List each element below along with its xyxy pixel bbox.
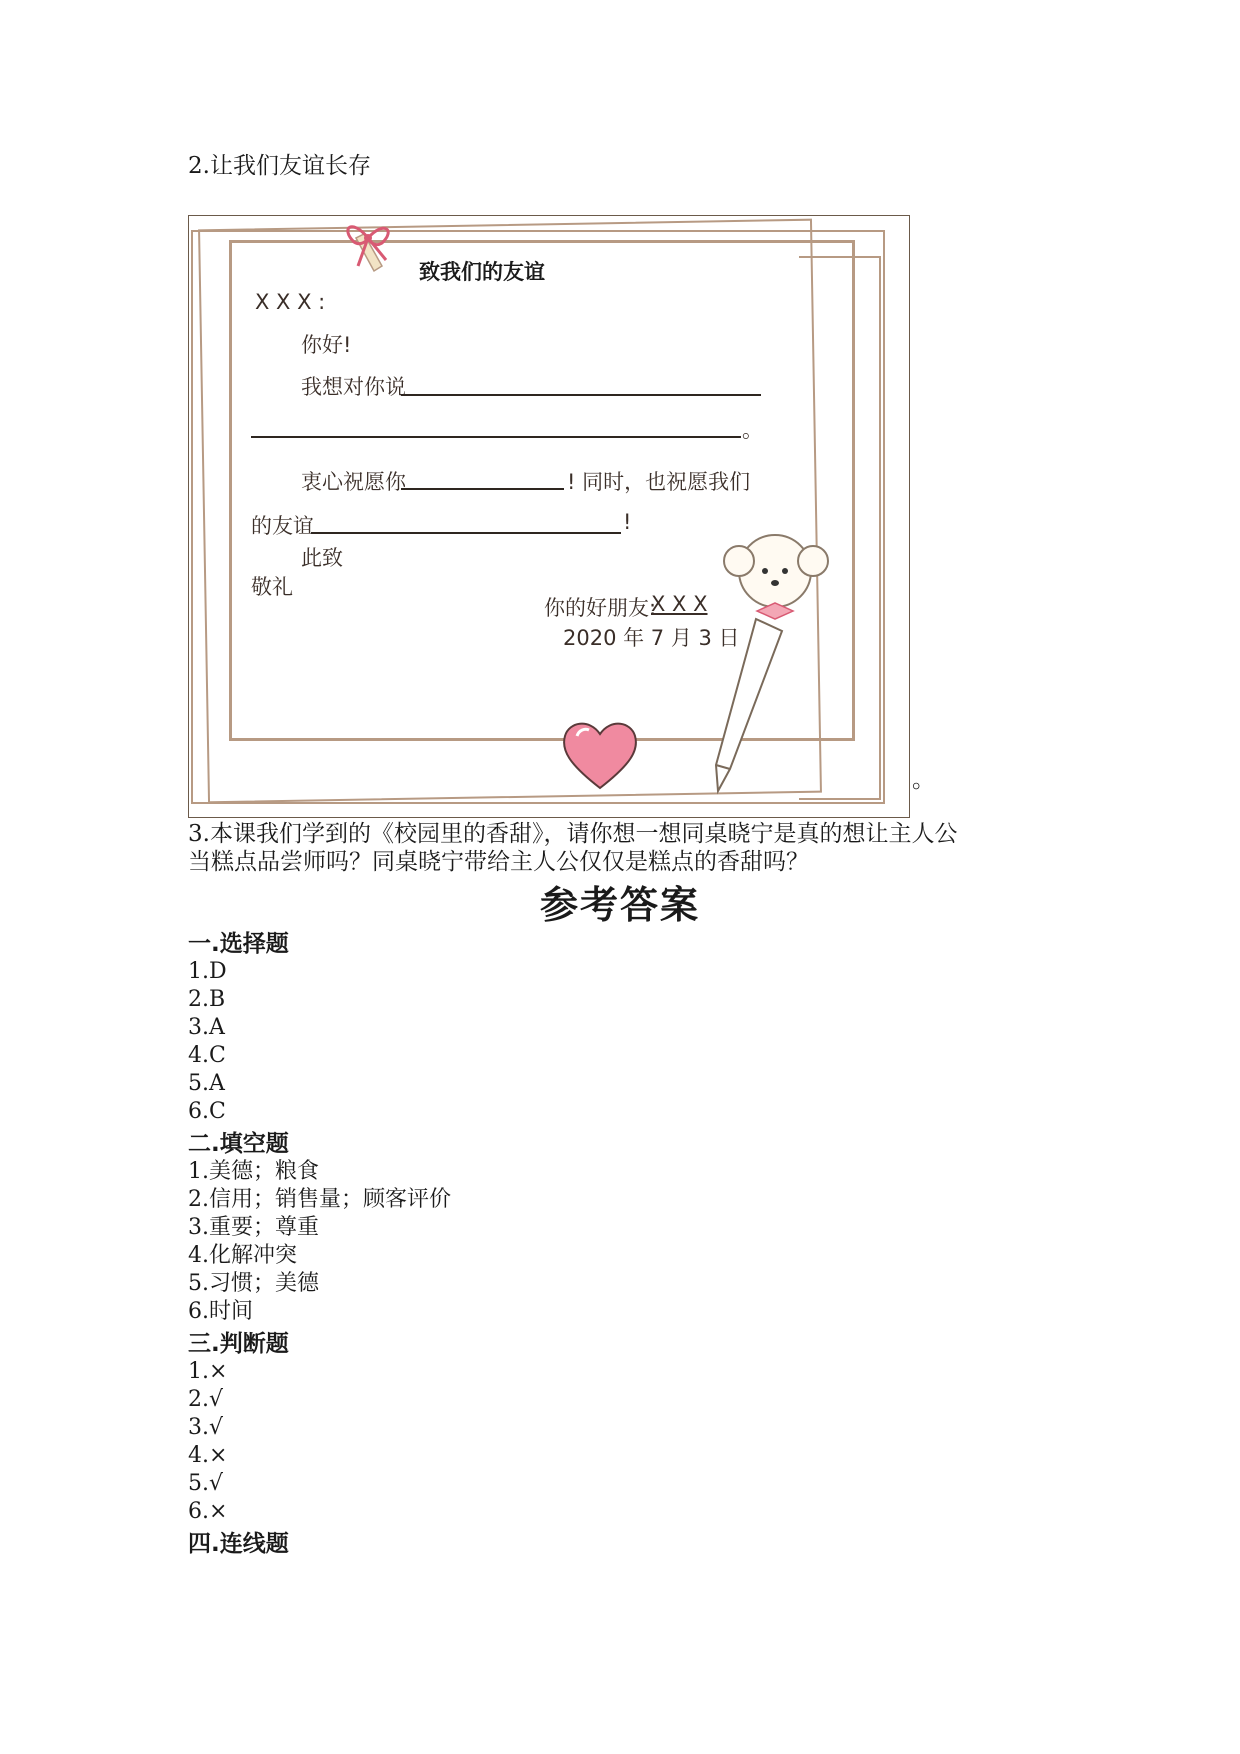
letter-signature-label: 你的好朋友: xyxy=(544,596,657,620)
letter-title: 致我们的友谊 xyxy=(419,260,545,284)
section-heading: 二.填空题 xyxy=(188,1131,289,1157)
answer-item: 3.√ xyxy=(188,1415,224,1440)
letter-line4-end: ! xyxy=(623,510,632,534)
puppy-icon xyxy=(717,521,833,631)
question-2: 2.让我们友谊长存 xyxy=(188,153,371,179)
answer-item: 2.B xyxy=(188,987,226,1012)
pencil-icon xyxy=(704,611,794,801)
answer-item: 2.信用；销售量；顾客评价 xyxy=(188,1187,451,1212)
letter-closing-2: 敬礼 xyxy=(251,575,293,599)
heart-icon xyxy=(559,716,641,794)
answer-item: 1.× xyxy=(188,1359,228,1384)
card-trailing-mark: 。 xyxy=(912,767,935,793)
question-3-line-2: 当糕点品尝师吗？同桌晓宁带给主人公仅仅是糕点的香甜吗？ xyxy=(188,849,809,875)
letter-line3-a: 衷心祝愿你 xyxy=(301,470,406,494)
letter-line1-prefix: 我想对你说 xyxy=(301,375,406,399)
answer-item: 3.A xyxy=(188,1015,225,1040)
answer-item: 6.时间 xyxy=(188,1299,253,1324)
blank-line-4 xyxy=(311,532,621,534)
letter-greeting: 你好! xyxy=(301,333,352,357)
answer-item: 4.C xyxy=(188,1043,226,1068)
answer-item: 1.D xyxy=(188,959,227,984)
answer-item: 4.化解冲突 xyxy=(188,1243,297,1268)
answer-item: 6.× xyxy=(188,1499,228,1524)
letter-line4-prefix: 的友谊 xyxy=(251,514,314,538)
answer-item: 2.√ xyxy=(188,1387,224,1412)
answer-item: 1.美德；粮食 xyxy=(188,1159,319,1184)
answer-item: 6.C xyxy=(188,1099,226,1124)
answer-item: 3.重要；尊重 xyxy=(188,1215,319,1240)
section-heading: 三.判断题 xyxy=(188,1331,289,1357)
blank-line-3 xyxy=(401,488,564,490)
letter-line2-end: 。 xyxy=(742,418,763,442)
letter-line3-b: ! 同时，也祝愿我们 xyxy=(567,470,751,494)
friendship-letter-card xyxy=(188,215,910,818)
answer-key-body xyxy=(188,930,1088,1558)
ribbon-bow-icon xyxy=(334,216,404,291)
section-heading: 四.连线题 xyxy=(188,1531,289,1557)
answer-item: 5.A xyxy=(188,1071,225,1096)
answer-item: 5.习惯；美德 xyxy=(188,1271,319,1296)
letter-date: 2020 年 7 月 3 日 xyxy=(563,626,740,650)
letter-closing-1: 此致 xyxy=(301,546,343,570)
question-3-line-1: 3.本课我们学到的《校园里的香甜》，请你想一想同桌晓宁是真的想让主人公 xyxy=(188,821,958,847)
answer-key-title: 参考答案 xyxy=(539,883,700,927)
letter-signature-name: X X X xyxy=(651,592,708,616)
blank-line-2 xyxy=(251,436,741,438)
blank-line-1 xyxy=(401,394,761,396)
section-heading: 一.选择题 xyxy=(188,931,289,957)
answer-item: 5.√ xyxy=(188,1471,224,1496)
answer-item: 4.× xyxy=(188,1443,228,1468)
letter-salutation: X X X : xyxy=(255,290,326,314)
